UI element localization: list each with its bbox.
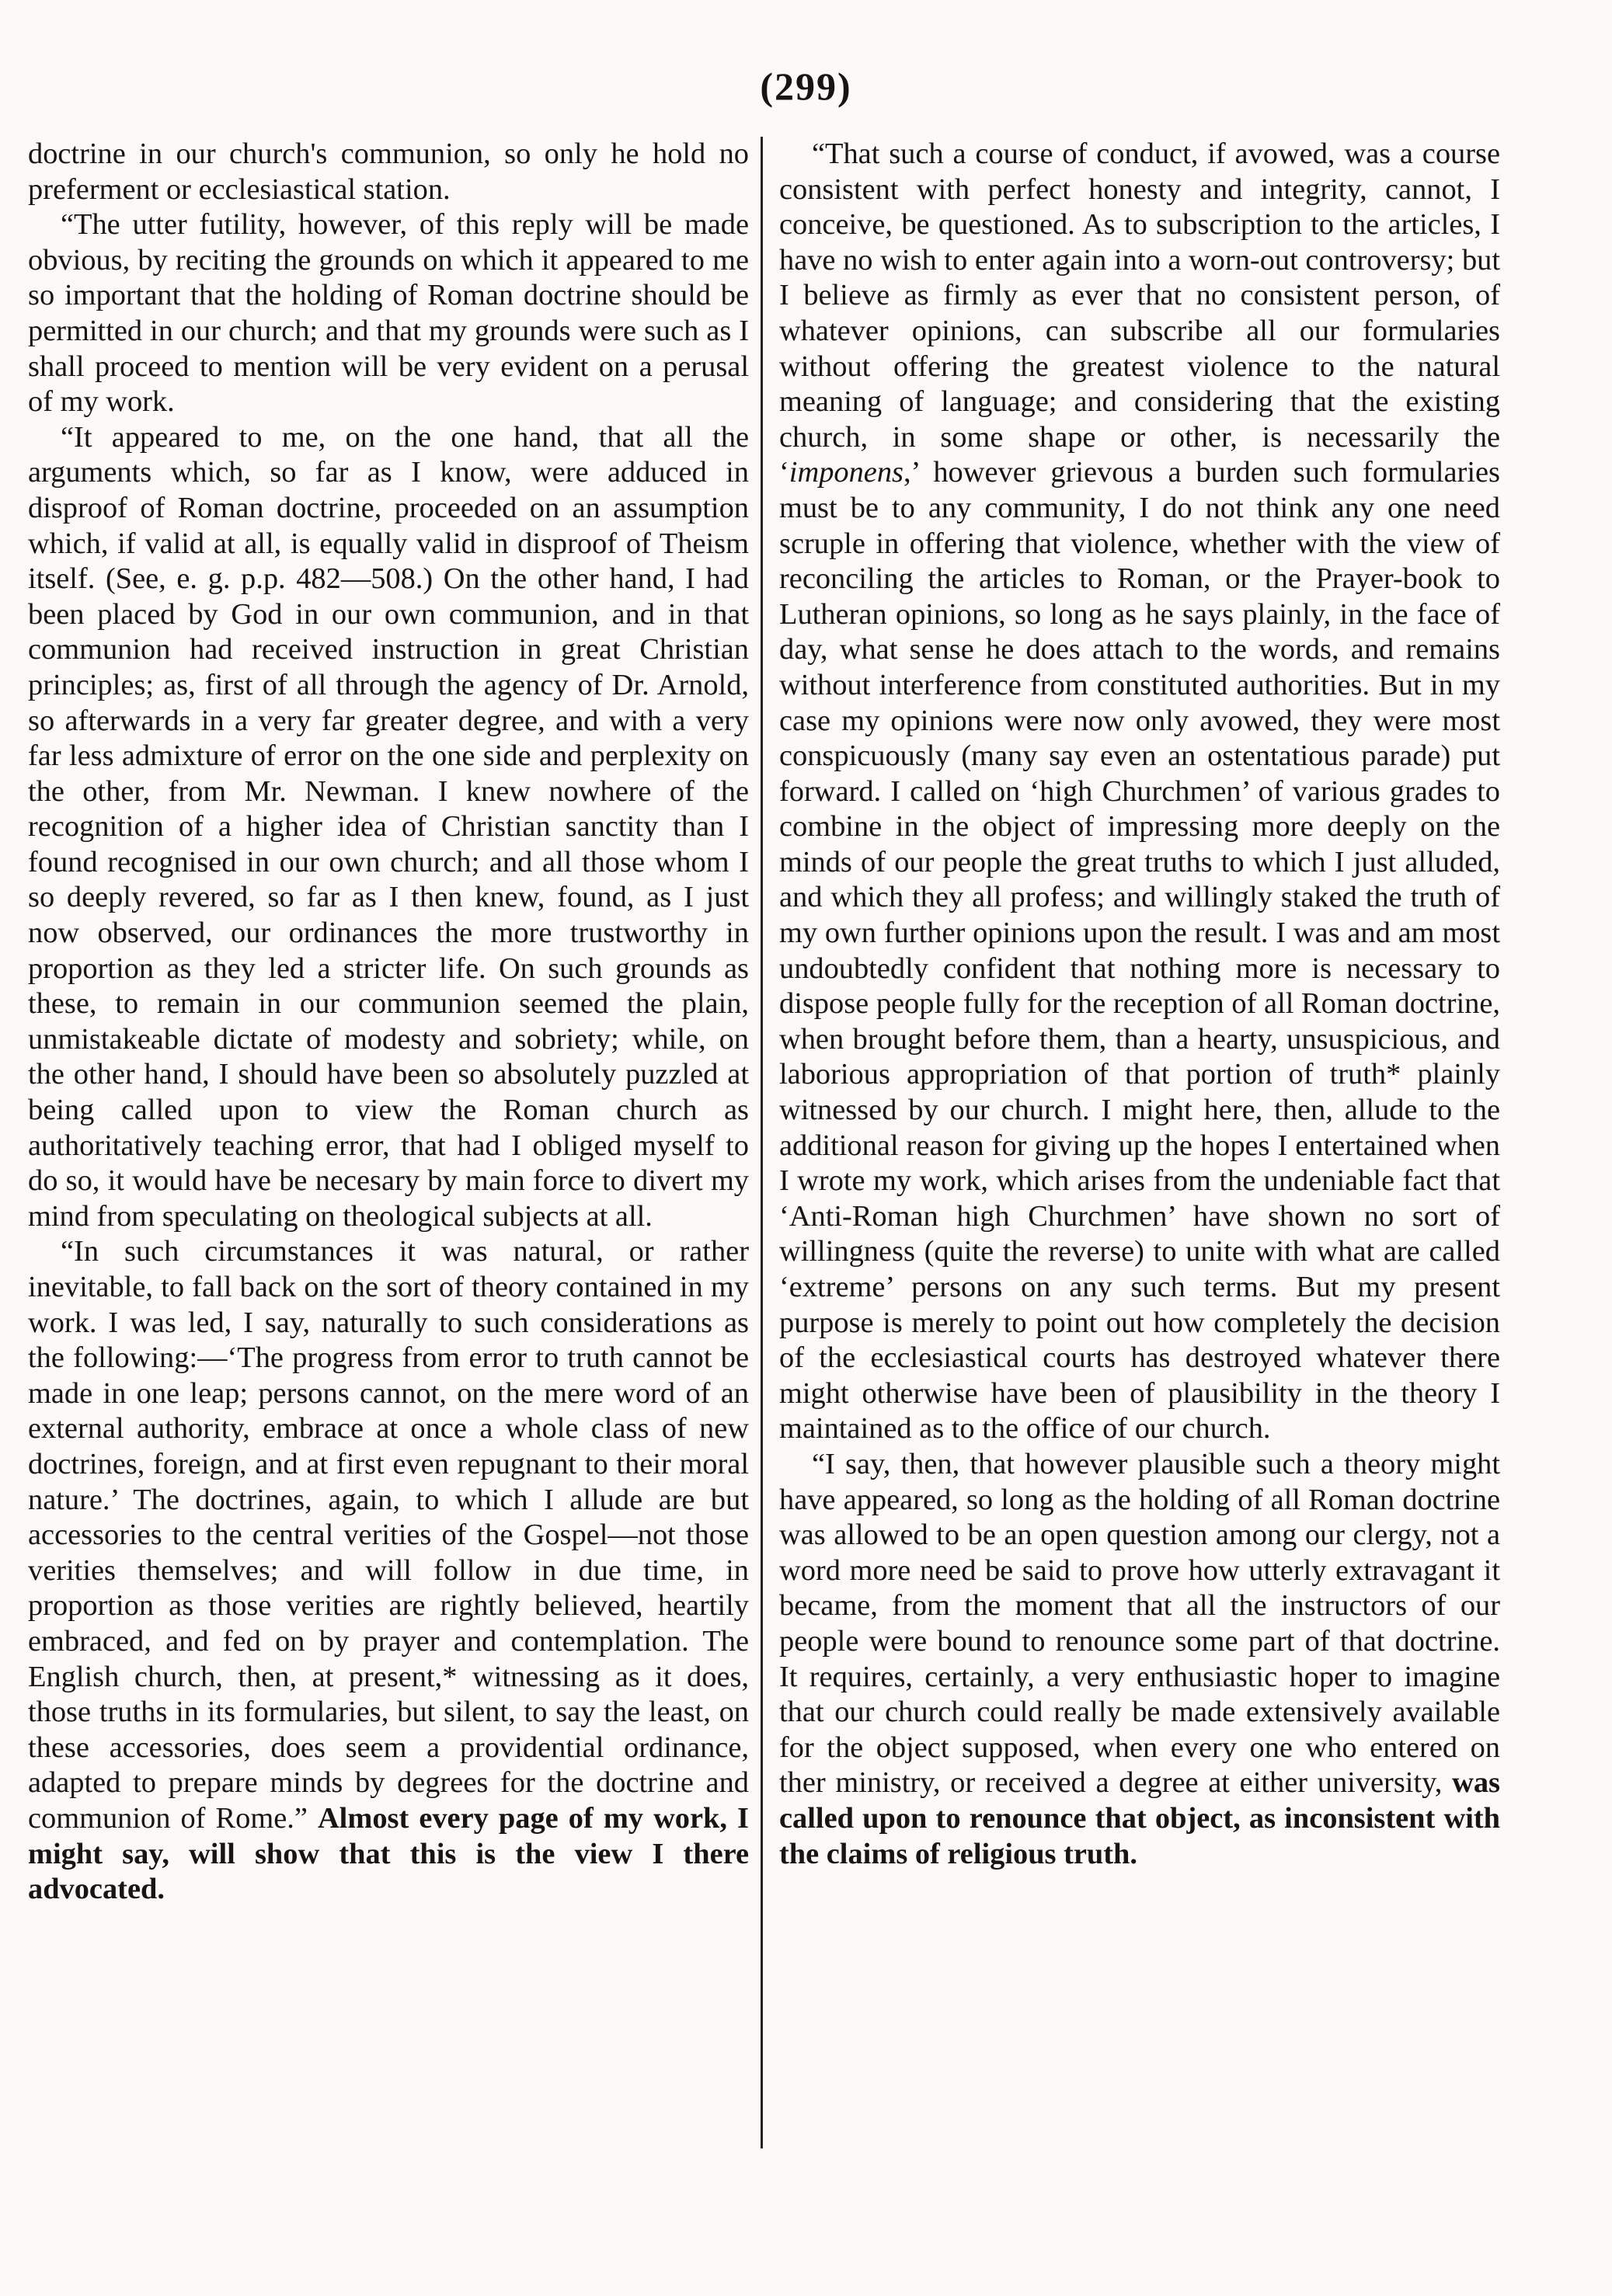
left-paragraph-3: “It appeared to me, on the one hand, that all the arguments which, so far as I know, were adduced in disproof of Roman doctrine, proceeded on an assumption which, if valid at all, is equally valid in disproof of Theism itself. (See, e. g. p.p. 482—508.) On the other hand, I had been placed by God in our own communion, and in that communion had received instruction in great Christian principles; as, first of all through the agency of Dr. Arnold, so afterwards in a very far greater degree, and with a very far less admixture of error on the one side and perplexity on the other, from Mr. Newman. I knew nowhere of the recognition of a higher idea of Christian sanctity than I found recognised in our own church; and all those whom I so deeply revered, so far as I then knew, found, as I just now observed, our ordinances the more trustworthy in proportion as they led a stricter life. On such grounds as these, to remain in our communion seemed the plain, unmistakeable dictate of modesty and sobriety; while, on the other hand, I should have been so absolutely puzzled at being called upon to view the Roman church as authoritatively teaching error, that had I obliged myself to do so, it would have be necesary by main force to divert my mind from speculating on theological subjects at all. bbox=[28, 420, 749, 1233]
left-paragraph-2: “The utter futility, however, of this reply will be made obvious, by reciting the grounds on which it appeared to me so important that the holding of Roman doctrine should be permitted in our church; and that my grounds were such as I shall proceed to mention will be very evident on a perusal of my work. bbox=[28, 208, 749, 419]
right-paragraph-1-text-a: “That such a course of conduct, if avowed, was a course consistent with perfect honesty and integrity, cannot, I conceive, be questioned. As to subscription to the articles, I have no wish to enter again into a worn-out controversy; but I believe as firmly as ever that no consistent person, of whatever opinions, can subscribe all our formularies without offering the greatest violence to the natural meaning of language; and considering that the existing church, in some shape or other, is necessarily the ‘ bbox=[779, 137, 1500, 489]
right-paragraph-1-text-b: ,’ however grievous a burden such formularies must be to any community, I do not think any one need scruple in offering that violence, whether with the view of reconciling the articles to Roman, or the Prayer-book to Lutheran opinions, so long as he says plainly, in the face of day, what sense he does attach to the words, and remains without interference from constituted authorities. But in my case my opinions were now only avowed, they were most conspicuously (many say even an ostentatious parade) put forward. I called on ‘high Churchmen’ of various grades to combine in the object of impressing more deeply on the minds of our people the great truths to which I just alluded, and which they all profess; and willingly staked the truth of my own further opinions upon the result. I was and am most undoubtedly confident that nothing more is necessary to dispose people fully for the reception of all Roman doctrine, when brought before them, than a hearty, unsuspicious, and laborious appropriation of that portion of truth* plainly witnessed by our church. I might here, then, allude to the additional reason for giving up the hopes I entertained when I wrote my work, which arises from the undeniable fact that ‘Anti-Roman high Churchmen’ have shown no sort of willingness (quite the reverse) to unite with what are called ‘extreme’ persons on any such terms. But my present purpose is merely to point out how completely the decision of the ecclesiastical courts has destroyed whatever there might otherwise have been of plausibility in the theory I maintained as to the office of our church. bbox=[779, 456, 1500, 1445]
right-paragraph-2-bold-text: was called upon to renounce that object, as inconsistent with the claims of religious truth. bbox=[779, 1766, 1500, 1870]
right-paragraph-2-text: “I say, then, that however plausible such a theory might have appeared, so long as the holding of all Roman doctrine was allowed to be an open question among our clergy, not a word more need be said to prove how utterly extravagant it became, from the moment that all the instructors of our people were bound to renounce some part of that doctrine. It requires, certainly, a very enthusiastic hoper to imagine that our church could really be made extensively available for the object supposed, when every one who entered on ther ministry, or received a degree at either university, bbox=[779, 1447, 1500, 1800]
right-paragraph-2 bbox=[779, 1447, 1500, 1872]
right-column bbox=[779, 137, 1500, 1872]
left-paragraph-1: doctrine in our church's communion, so only he hold no preferment or ecclesiastical station. bbox=[28, 137, 749, 206]
page-number: (299) bbox=[760, 64, 852, 108]
right-paragraph-1 bbox=[779, 137, 1500, 1447]
left-paragraph-4-bold-text: Almost every page of my work, I might say, will show that this is the view I there advocated. bbox=[28, 1801, 749, 1906]
column-divider bbox=[761, 137, 763, 2148]
right-paragraph-1-italic: imponens bbox=[789, 456, 903, 489]
left-paragraph-4 bbox=[28, 1234, 749, 1907]
left-paragraph-4-text: “In such circumstances it was natural, or rather inevitable, to fall back on the sort of theory contained in my work. I was led, I say, naturally to such considerations as the following:—‘The progress from error to truth cannot be made in one leap; persons cannot, on the mere word of an external authority, embrace at once a whole class of new doctrines, foreign, and at first even repugnant to their moral nature.’ The doctrines, again, to which I allude are but accessories to the central verities of the Gospel—not those verities themselves; and will follow in due time, in proportion as those verities are rightly believed, heartily embraced, and fed on by prayer and contemplation. The English church, then, at present,* witnessing as it does, those truths in its formularies, but silent, to say the least, on these accessories, does seem a providential ordinance, adapted to prepare minds by degrees for the doctrine and communion of Rome.” bbox=[28, 1235, 749, 1835]
left-column bbox=[28, 137, 749, 1908]
